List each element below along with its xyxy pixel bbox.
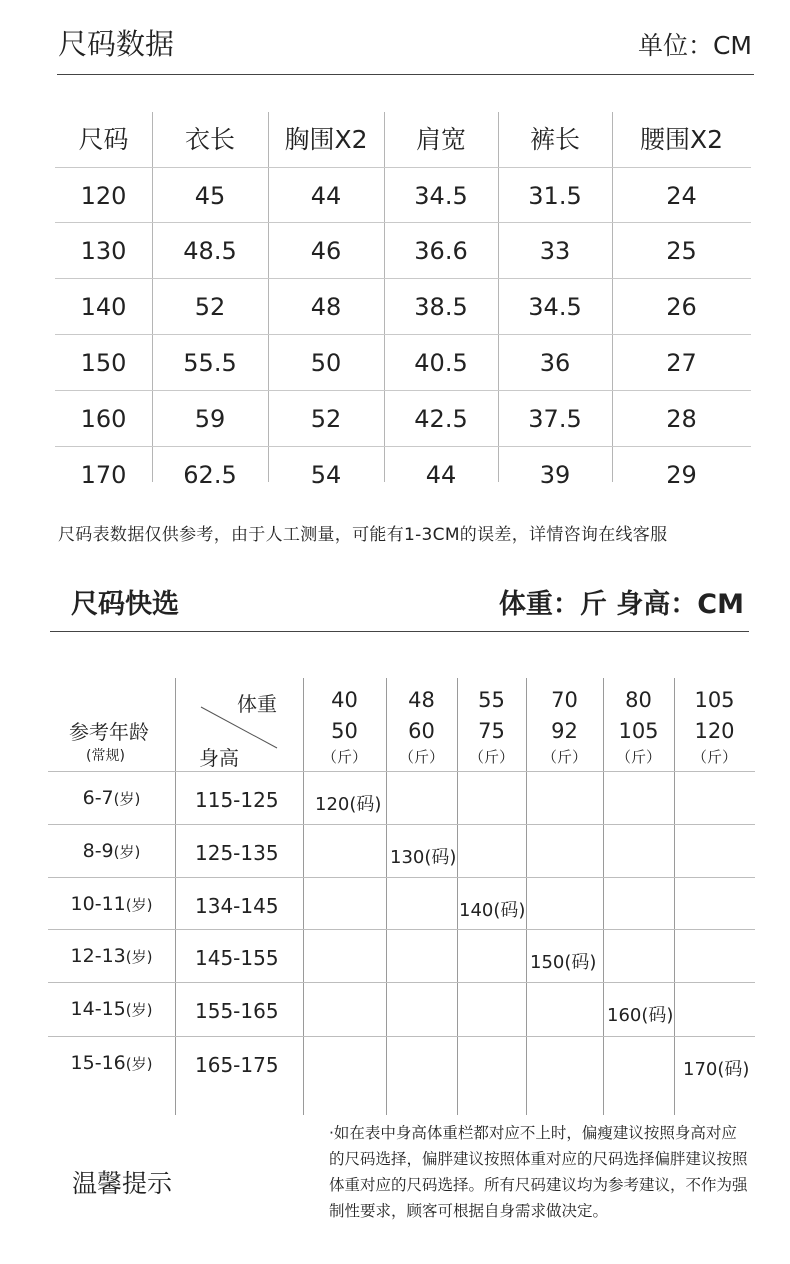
age-header: 参考年龄 — [69, 720, 149, 744]
size-table-cell: 37.5 — [528, 405, 582, 433]
height-range-cell: 134-145 — [195, 894, 279, 918]
tips-text: ·如在表中身高体重栏都对应不上时，偏瘦建议按照身高对应的尺码选择，偏胖建议按照体重对应的尺码选择偏胖建议按照体重对应的尺码选择。所有尺码建议均为参考建议，不作为强制性要求，顾客可根据自身需求做决定。 — [329, 1124, 748, 1220]
size-table-header-cell: 肩宽 — [415, 125, 466, 154]
quick-select-unit: 体重：斤 身高：CM — [498, 589, 744, 620]
height-range-cell: 155-165 — [195, 999, 279, 1023]
size-table-cell: 50 — [310, 349, 342, 377]
weight-from: 80 — [625, 688, 652, 712]
size-table-cell: 59 — [194, 405, 226, 433]
weight-unit: （斤） — [321, 748, 367, 766]
weight-to: 105 — [618, 719, 659, 743]
height-range-cell: 145-155 — [195, 946, 279, 970]
size-table-cell: 46 — [310, 237, 342, 265]
weight-column-header — [674, 685, 755, 767]
age-cell — [48, 840, 175, 862]
diagonal-divider — [199, 705, 279, 750]
age-unit: (岁) — [125, 896, 153, 914]
size-table-cell: 48 — [310, 293, 342, 321]
size-table-cell: 29 — [666, 461, 697, 489]
size-table-cell: 25 — [666, 237, 697, 265]
age-cell — [48, 787, 175, 809]
weight-from: 70 — [551, 688, 578, 712]
age-cell — [48, 893, 175, 915]
size-data-divider — [57, 74, 754, 75]
weight-column-header — [303, 685, 386, 767]
size-recommendation: 120(码) — [315, 794, 382, 815]
quick-table-row-divider — [48, 982, 755, 983]
size-table-cell: 170 — [80, 461, 127, 489]
weight-to: 120 — [694, 719, 735, 743]
size-table-header-cell: 尺码 — [78, 125, 129, 154]
weight-column-header — [603, 685, 674, 767]
age-range: 15-16 — [70, 1052, 126, 1074]
age-cell — [48, 945, 175, 967]
size-table-cell: 26 — [666, 293, 697, 321]
age-unit: (岁) — [125, 948, 153, 966]
weight-unit: （斤） — [691, 748, 737, 766]
size-data-title: 尺码数据 — [58, 27, 175, 61]
age-unit: (岁) — [125, 1055, 153, 1073]
weight-to: 75 — [478, 719, 505, 743]
size-table-cell: 44 — [310, 182, 342, 210]
quick-select-divider — [50, 631, 749, 632]
quick-table-row-divider — [48, 1036, 755, 1037]
size-table-cell: 52 — [194, 293, 226, 321]
age-range: 6-7 — [82, 787, 114, 809]
size-table-cell: 36.6 — [414, 237, 468, 265]
size-table-cell: 55.5 — [183, 349, 237, 377]
quick-table-row-divider — [48, 824, 755, 825]
weight-to: 60 — [408, 719, 435, 743]
size-table-cell: 33 — [539, 237, 571, 265]
size-recommendation: 170(码) — [683, 1059, 750, 1080]
size-data-note: 尺码表数据仅供参考，由于人工测量，可能有1-3CM的误差，详情咨询在线客服 — [58, 525, 668, 545]
weight-column-header — [457, 685, 526, 767]
size-recommendation: 140(码) — [459, 900, 526, 921]
weight-column-header — [386, 685, 457, 767]
weight-unit: （斤） — [541, 748, 587, 766]
quick-table-row-divider — [48, 771, 755, 772]
age-unit: (岁) — [125, 1001, 153, 1019]
size-table-cell: 140 — [80, 293, 127, 321]
size-table-cell: 27 — [666, 349, 697, 377]
size-table-cell: 160 — [80, 405, 127, 433]
weight-unit: （斤） — [398, 748, 444, 766]
weight-from: 40 — [331, 688, 358, 712]
quick-table-row-divider — [48, 877, 755, 878]
size-table-cell: 45 — [194, 182, 226, 210]
weight-from: 55 — [478, 688, 505, 712]
weight-column-header — [526, 685, 603, 767]
quick-table-row-divider — [48, 929, 755, 930]
size-table-cell: 38.5 — [414, 293, 468, 321]
size-table-cell: 34.5 — [528, 293, 582, 321]
size-table-cell: 24 — [666, 182, 697, 210]
size-table-cell: 54 — [310, 461, 342, 489]
size-table-cell: 28 — [666, 405, 697, 433]
age-cell — [48, 1052, 175, 1074]
size-table-cell: 40.5 — [414, 349, 468, 377]
quick-select-title: 尺码快选 — [71, 589, 179, 620]
size-table-cell: 36 — [539, 349, 571, 377]
weight-label: 体重 — [237, 692, 277, 716]
weight-from: 48 — [408, 688, 435, 712]
tips-title: 温馨提示 — [72, 1169, 173, 1198]
age-unit: (岁) — [113, 843, 141, 861]
height-range-cell: 165-175 — [195, 1053, 279, 1077]
size-table-cell: 52 — [310, 405, 342, 433]
size-table-header-cell: 衣长 — [184, 125, 235, 154]
size-table-cell: 48.5 — [183, 237, 237, 265]
height-label: 身高 — [199, 746, 239, 770]
age-subheader: (常规) — [86, 748, 125, 764]
weight-unit: （斤） — [468, 748, 514, 766]
size-recommendation: 130(码) — [390, 847, 457, 868]
size-table-header-cell: 胸围X2 — [284, 125, 368, 154]
age-range: 10-11 — [70, 893, 126, 915]
size-table-cell: 39 — [539, 461, 571, 489]
size-table-cell: 34.5 — [414, 182, 468, 210]
weight-unit: （斤） — [615, 748, 661, 766]
size-table-header-cell: 裤长 — [529, 125, 580, 154]
size-data-unit: 单位：CM — [637, 31, 752, 60]
size-recommendation: 160(码) — [607, 1005, 674, 1026]
size-table-header-cell: 腰围X2 — [639, 125, 724, 154]
size-table-cell: 44 — [425, 461, 457, 489]
weight-to: 92 — [551, 719, 578, 743]
size-table-cell: 130 — [80, 237, 127, 265]
height-range-cell: 125-135 — [195, 841, 279, 865]
height-range-cell: 115-125 — [195, 788, 279, 812]
size-table-cell: 150 — [80, 349, 127, 377]
weight-to: 50 — [331, 719, 358, 743]
age-range: 8-9 — [82, 840, 114, 862]
age-range: 14-15 — [70, 998, 126, 1020]
size-table-cell: 42.5 — [414, 405, 468, 433]
size-recommendation: 150(码) — [530, 952, 597, 973]
weight-from: 105 — [694, 688, 735, 712]
size-table-cell: 31.5 — [528, 182, 582, 210]
quick-table-column-divider — [175, 678, 176, 1115]
age-cell — [48, 998, 175, 1020]
age-range: 12-13 — [70, 945, 126, 967]
size-table-cell: 120 — [80, 182, 127, 210]
age-unit: (岁) — [113, 790, 141, 808]
size-table-cell: 62.5 — [183, 461, 237, 489]
